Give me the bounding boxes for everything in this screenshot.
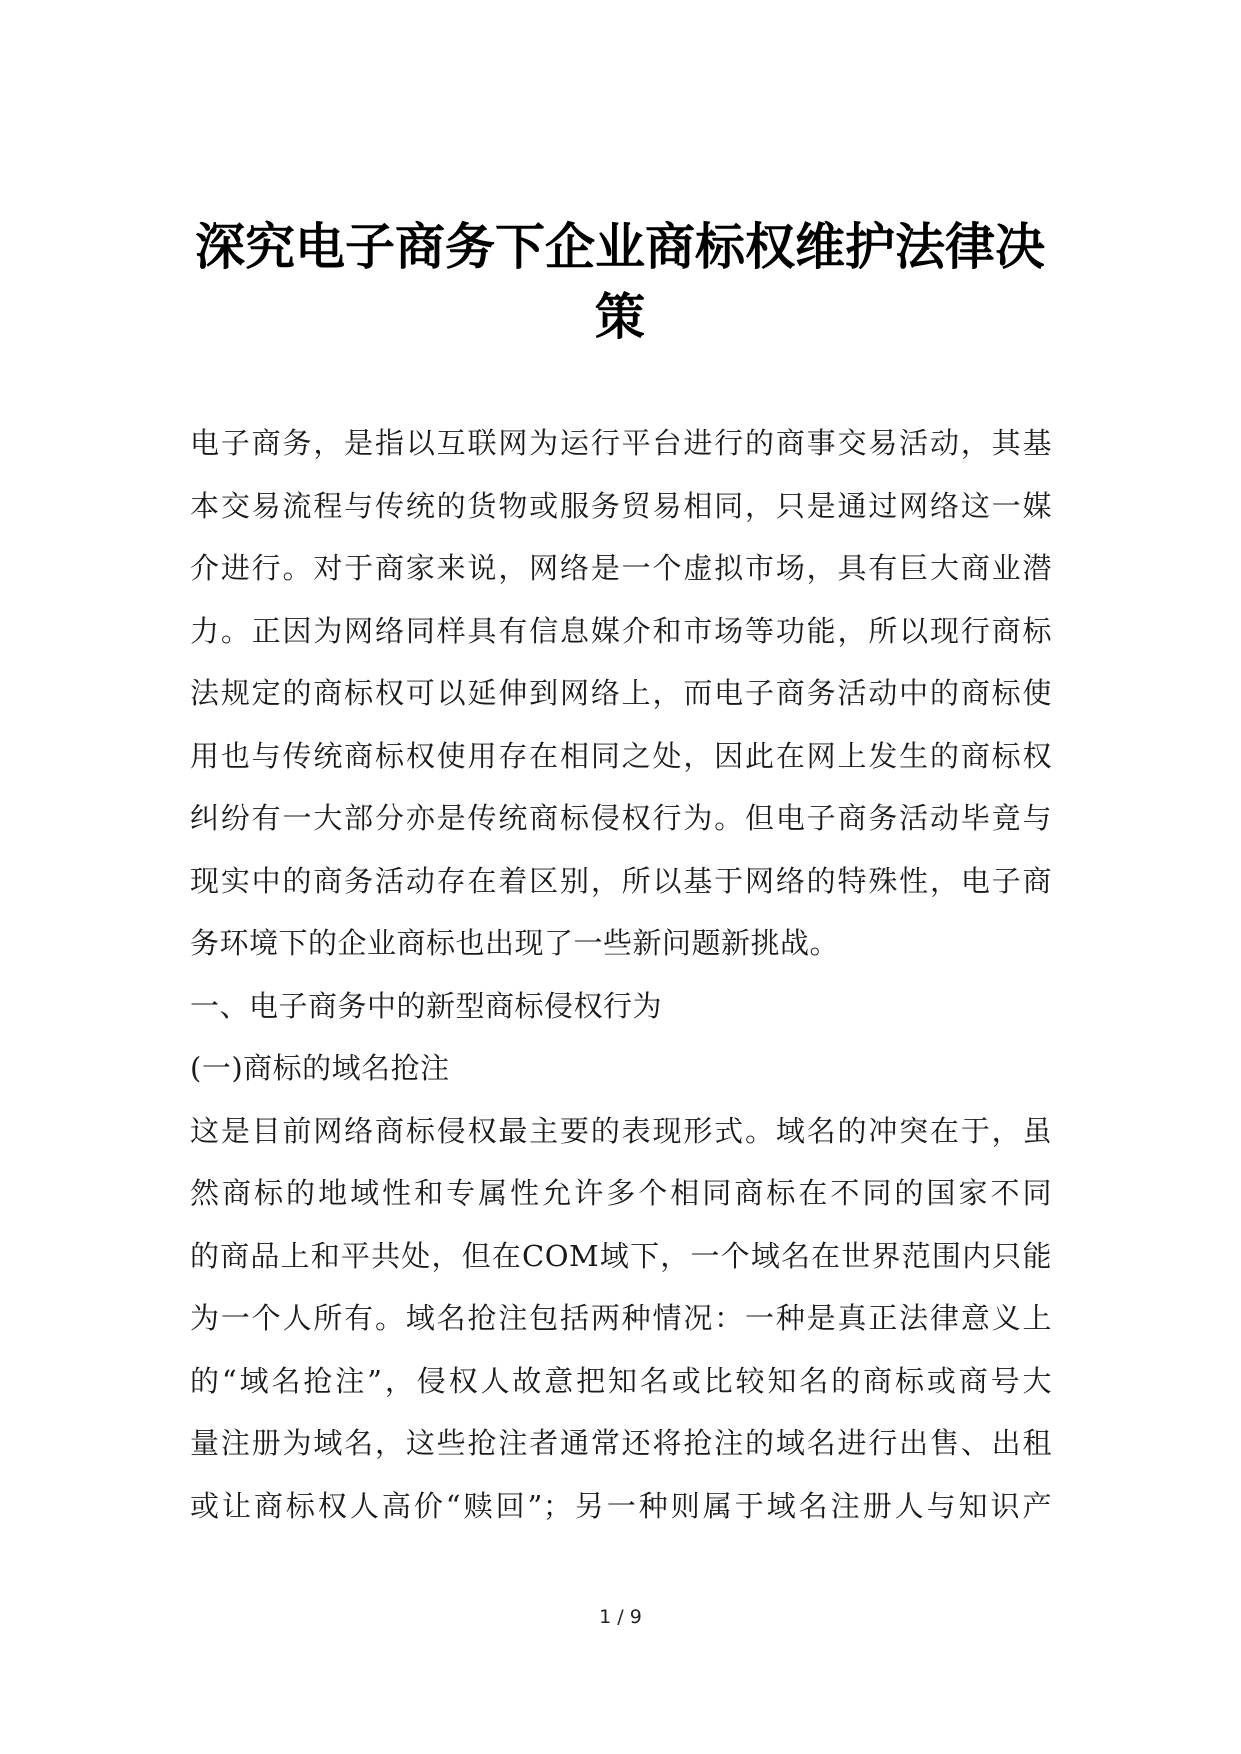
body-line: 现实中的商务活动存在着区别，所以基于网络的特殊性，电子商 [190,863,1052,898]
body-line: 一、电子商务中的新型商标侵权行为 [190,988,663,1023]
title-line: 深究电子商务下企业商标权维护法律决 [195,218,1045,276]
body-line: 然商标的地域性和专属性允许多个相同商标在不同的国家不同 [190,1176,1052,1210]
body-line: (一)商标的域名抢注 [190,1051,450,1085]
body-line: 纠纷有一大部分亦是传统商标侵权行为。但电子商务活动毕竟与 [190,801,1052,835]
body-line: 为一个人所有。域名抢注包括两种情况：一种是真正法律意义上 [190,1301,1052,1335]
body-line: 力。正因为网络同样具有信息媒介和市场等功能，所以现行商标 [190,613,1052,648]
body-line: 用也与传统商标权使用存在相同之处，因此在网上发生的商标权 [190,738,1052,773]
body-line: 本交易流程与传统的货物或服务贸易相同，只是通过网络这一媒 [190,488,1052,523]
body-line: 务环境下的企业商标也出现了一些新问题新挑战。 [190,926,840,960]
body-line: 电子商务，是指以互联网为运行平台进行的商事交易活动，其基 [190,426,1052,460]
body-line: 这是目前网络商标侵权最主要的表现形式。域名的冲突在于，虽 [190,1113,1052,1148]
document-title [190,212,1050,352]
title-line: 策 [595,288,645,346]
body-line: 的商品上和平共处，但在COM域下，一个域名在世界范围内只能 [190,1238,1052,1273]
body-line: 或让商标权人高价“赎回”；另一种则属于域名注册人与知识产 [190,1488,1052,1523]
body-line: 的“域名抢注”，侵权人故意把知名或比较知名的商标或商号大 [190,1363,1052,1398]
document-body [190,412,1052,1537]
body-line: 介进行。对于商家来说，网络是一个虚拟市场，具有巨大商业潜 [190,551,1052,585]
body-line: 法规定的商标权可以延伸到网络上，而电子商务活动中的商标使 [190,676,1052,710]
page-number: 1 / 9 [599,1606,642,1628]
body-line: 量注册为域名，这些抢注者通常还将抢注的域名进行出售、出租 [190,1426,1052,1460]
